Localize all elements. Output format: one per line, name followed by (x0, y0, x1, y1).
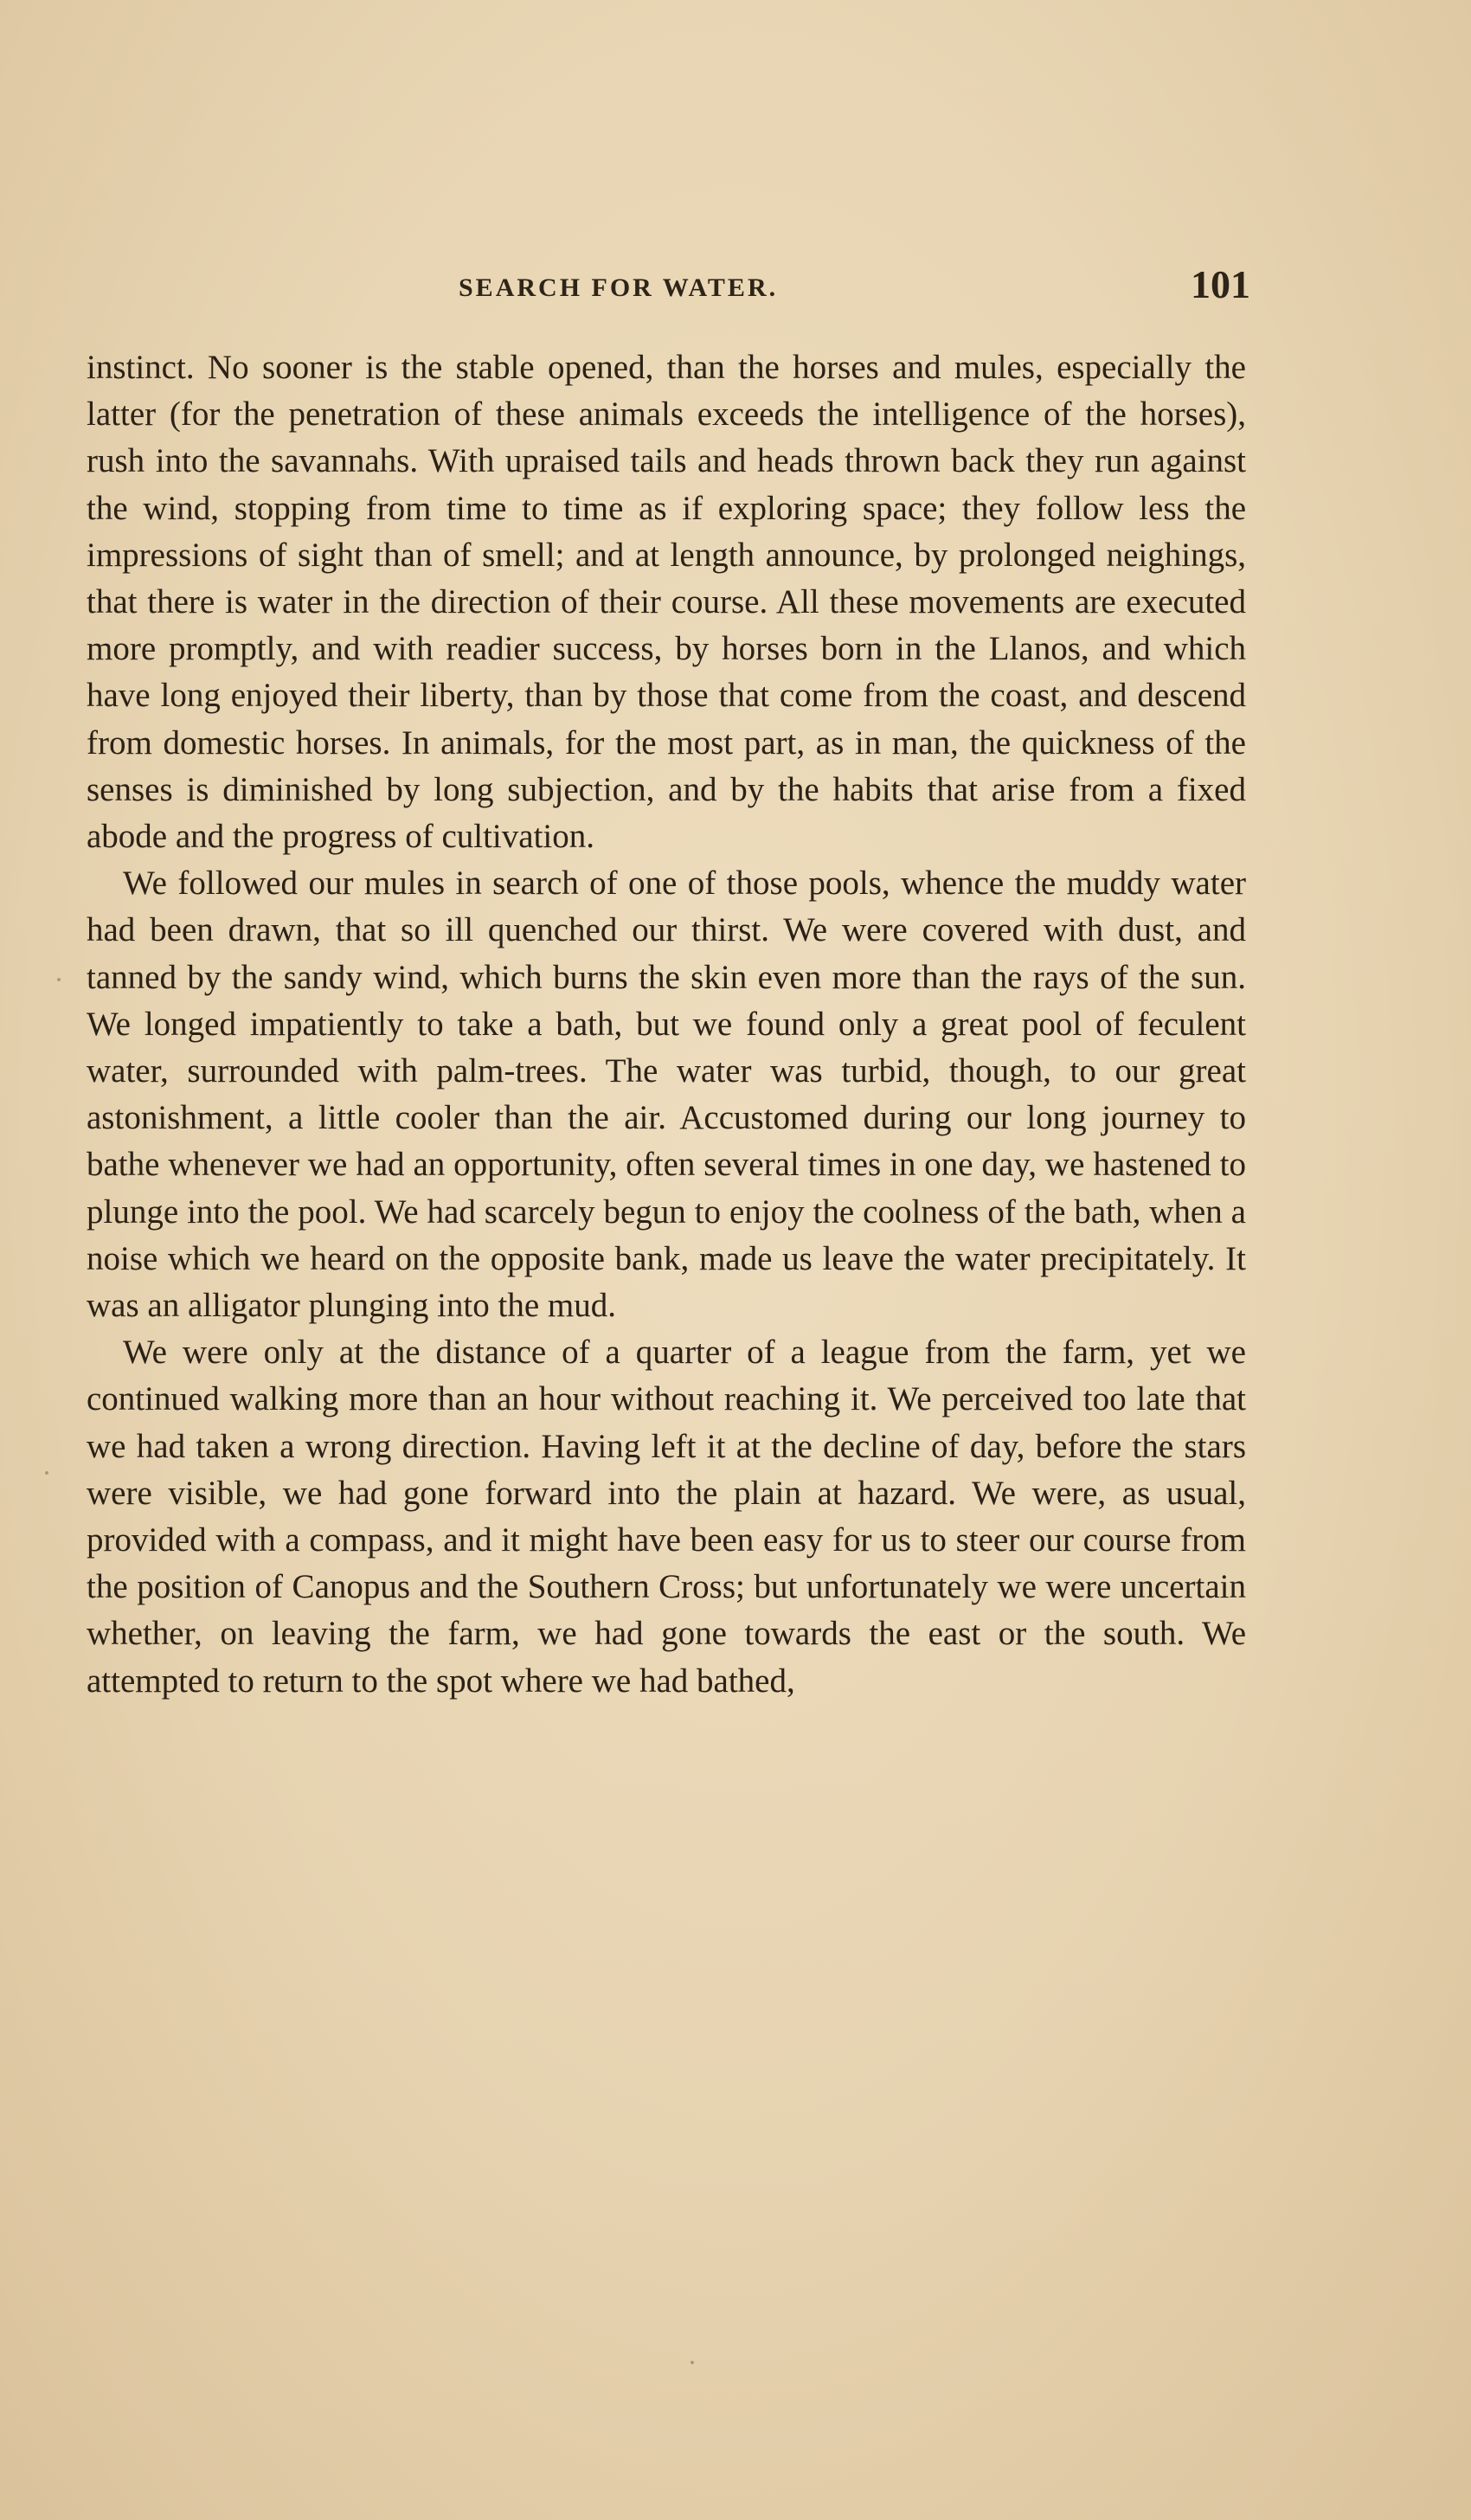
running-head-title: SEARCH FOR WATER. (459, 273, 779, 302)
paragraph: We followed our mules in search of one of those pools, whence the muddy water had been drawn, that so ill quenched our thirst. We were covered with dust, and tanned by the sandy wind, which burns the skin even more than the rays of the sun. We longed impatiently to take a bath, but we found only a great pool of feculent water, surrounded with palm-trees. The water was turbid, though, to our great astonishment, a little cooler than the air. Accustomed during our long journey to bathe whenever we had an opportunity, often several times in one day, we hastened to plunge into the pool. We had scarcely begun to enjoy the coolness of the bath, when a noise which we heard on the opposite bank, made us leave the water precipitately. It was an alligator plunging into the mud. (87, 865, 1246, 1325)
running-head (87, 261, 1250, 313)
paper-speck (691, 2361, 694, 2364)
paper-speck (45, 1471, 48, 1475)
page-number: 101 (1191, 262, 1250, 306)
paper-speck (57, 978, 61, 981)
body-text (87, 344, 1246, 1705)
paragraph: instinct. No sooner is the stable opened, than the horses and mules, especially the latter (for the penetration of these animals exceeds the intelligence of the horses), rush into the savannahs. With upraised tails and heads thrown back they run against the wind, stopping from time to time as if exploring space; they follow less the impressions of sight than of smell; and at length announce, by prolonged neighings, that there is water in the direction of their course. All these movements are executed more promptly, and with readier success, by horses born in the Llanos, and which have long enjoyed their liberty, than by those that come from the coast, and descend from domestic horses. In animals, for the most part, as in man, the quickness of the senses is diminished by long subjection, and by the habits that arise from a fixed abode and the progress of cultivation. (87, 349, 1246, 856)
paragraph: We were only at the distance of a quarter of a league from the farm, yet we continued walking more than an hour without reaching it. We perceived too late that we had taken a wrong direction. Having left it at the decline of day, before the stars were visible, we had gone forward into the plain at hazard. We were, as usual, provided with a compass, and it might have been easy for us to steer our course from the position of Canopus and the Southern Cross; but unfortunately we were uncertain whether, on leaving the farm, we had gone towards the east or the south. We attempted to return to the spot where we had bathed, (87, 1334, 1246, 1700)
